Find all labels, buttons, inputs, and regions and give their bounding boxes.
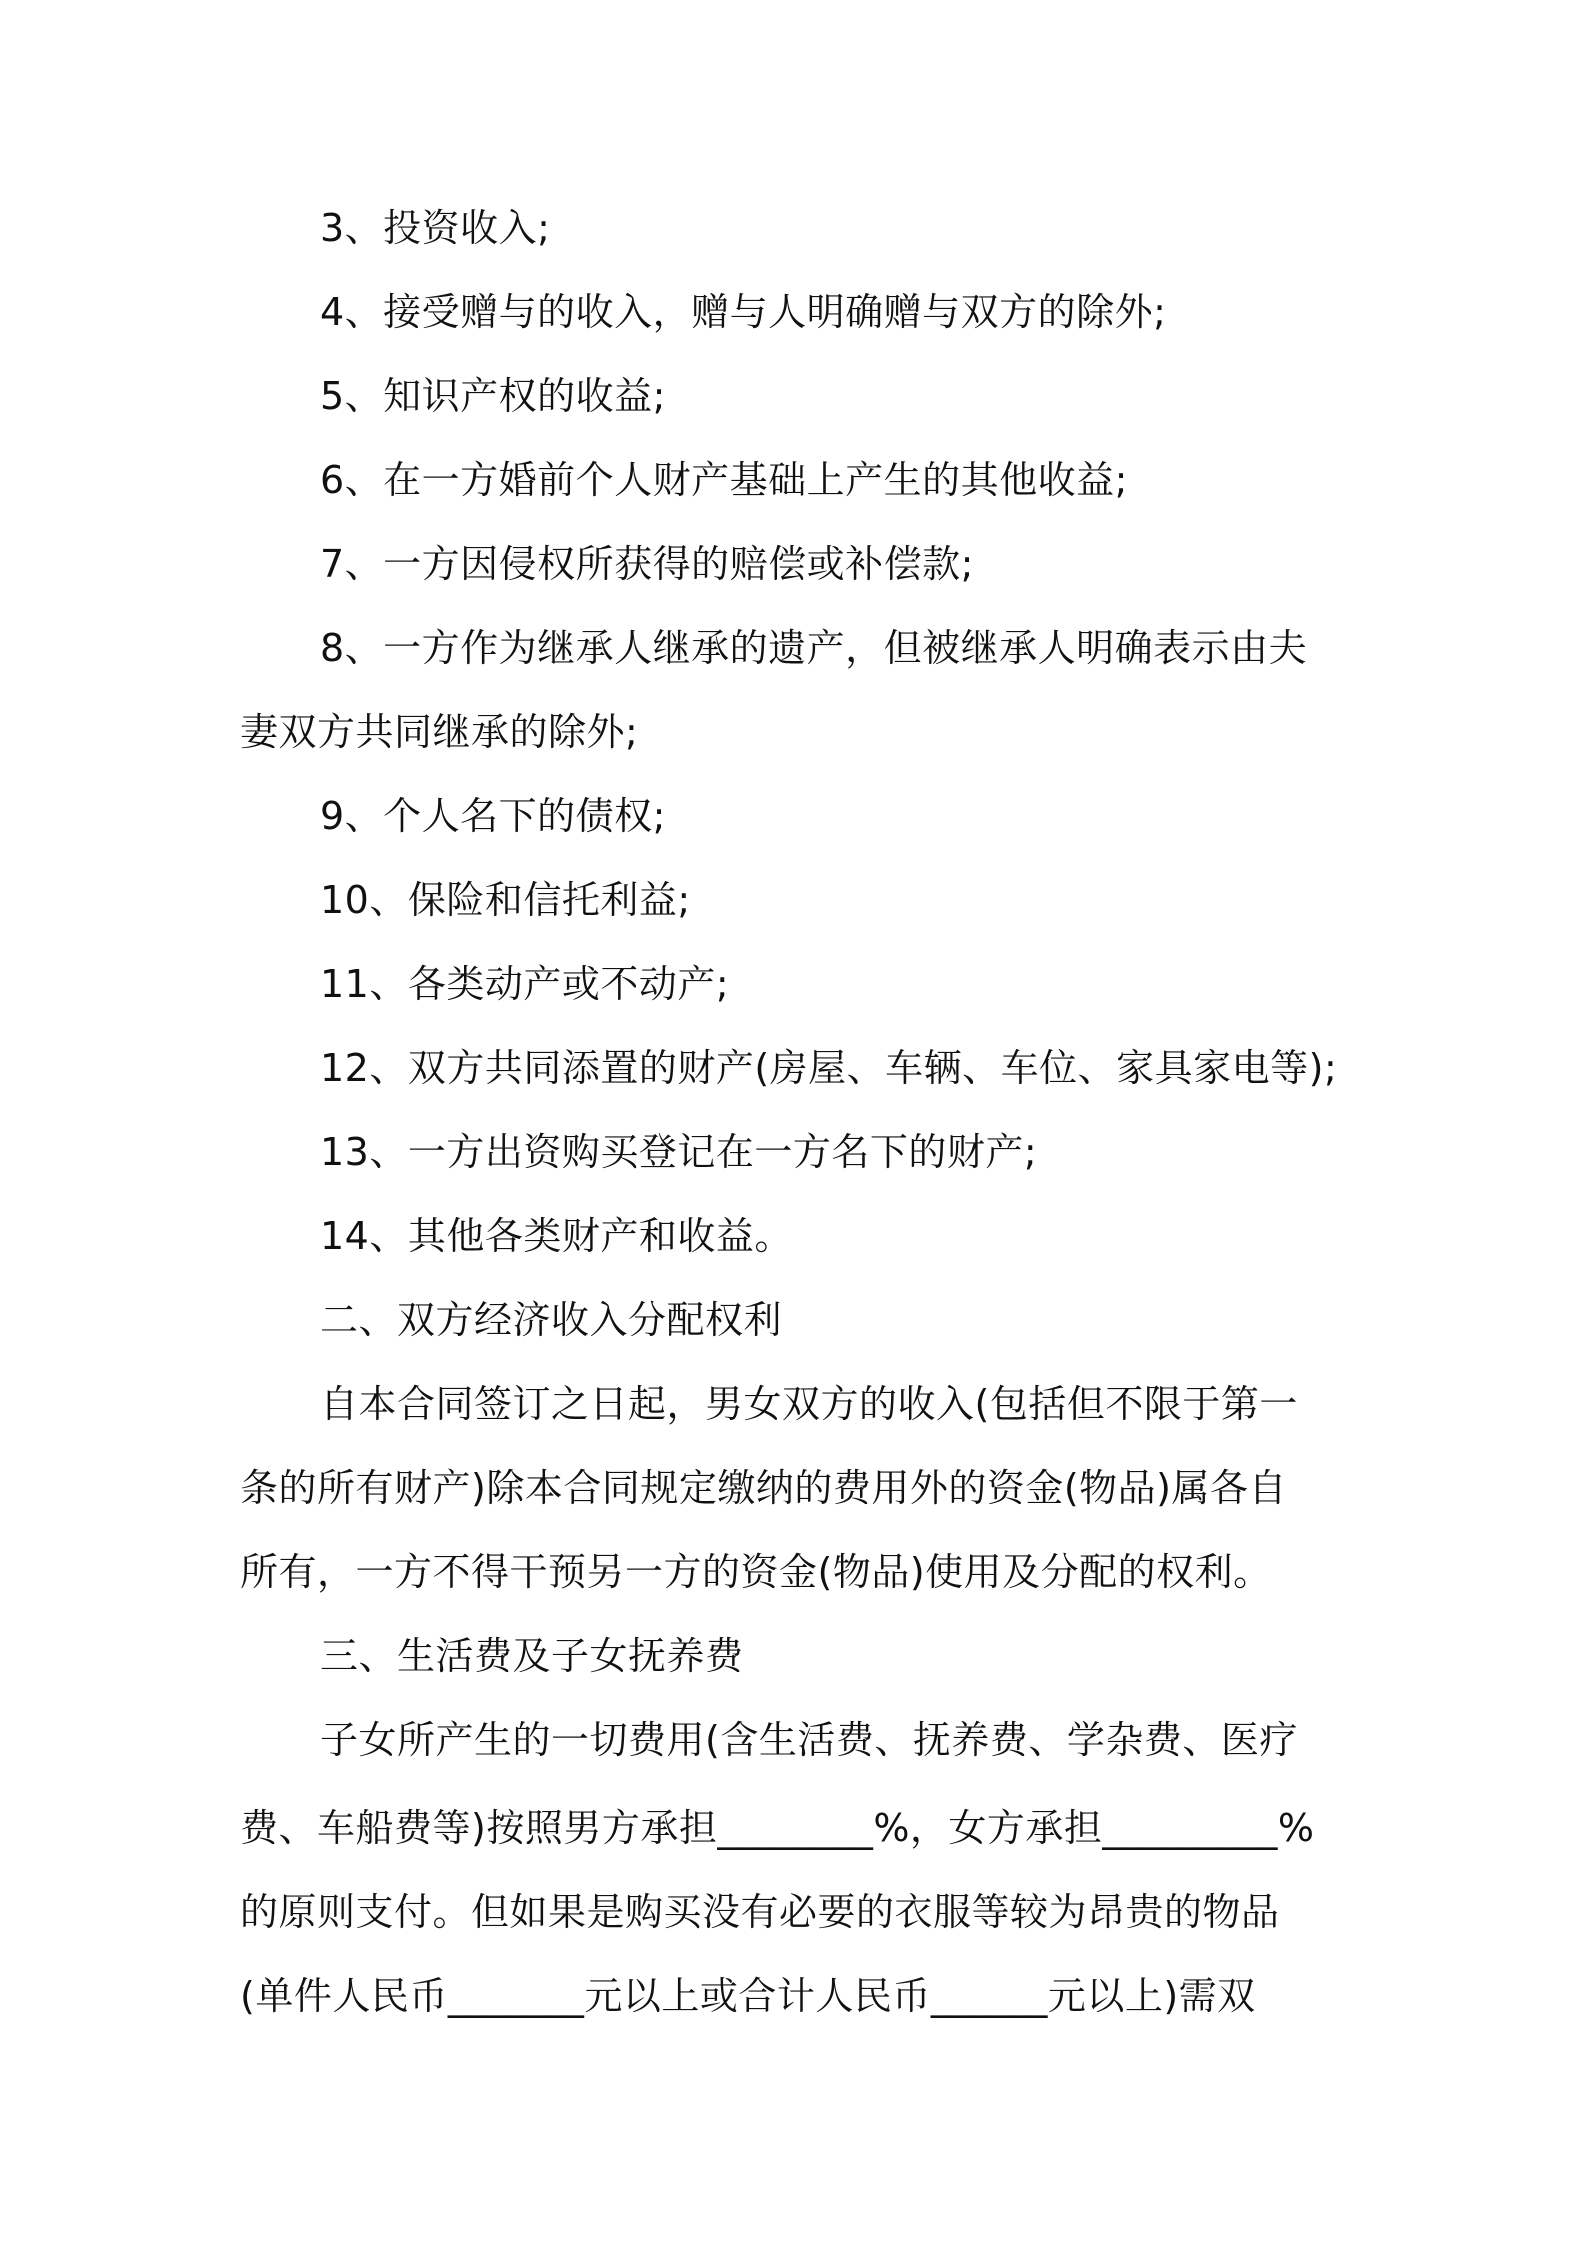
list-item-6: 6、在一方婚前个人财产基础上产生的其他收益; bbox=[320, 458, 1128, 502]
list-item-11: 11、各类动产或不动产; bbox=[320, 962, 730, 1006]
paragraph-2-line-1: 自本合同签订之日起，男女双方的收入(包括但不限于第一 bbox=[320, 1382, 1298, 1426]
list-item-3: 3、投资收入; bbox=[320, 206, 551, 250]
list-item-5: 5、知识产权的收益; bbox=[320, 374, 666, 418]
list-item-8: 8、一方作为继承人继承的遗产，但被继承人明确表示由夫 bbox=[320, 626, 1308, 670]
list-item-8-continued: 妻双方共同继承的除外; bbox=[240, 710, 639, 754]
list-item-10: 10、保险和信托利益; bbox=[320, 878, 691, 922]
list-item-14: 14、其他各类财产和收益。 bbox=[320, 1214, 793, 1258]
paragraph-3-line-3: 的原则支付。但如果是购买没有必要的衣服等较为昂贵的物品 bbox=[240, 1890, 1280, 1934]
section-heading-3: 三、生活费及子女抚养费 bbox=[320, 1634, 744, 1678]
section-heading-2: 二、双方经济收入分配权利 bbox=[320, 1298, 783, 1342]
paragraph-2-line-3: 所有，一方不得干预另一方的资金(物品)使用及分配的权利。 bbox=[240, 1550, 1272, 1594]
paragraph-3-line-4: (单件人民币_______元以上或合计人民币______元以上)需双 bbox=[240, 1974, 1256, 2018]
list-item-13: 13、一方出资购买登记在一方名下的财产; bbox=[320, 1130, 1038, 1174]
paragraph-2-line-2: 条的所有财产)除本合同规定缴纳的费用外的资金(物品)属各自 bbox=[240, 1466, 1287, 1510]
list-item-12: 12、双方共同添置的财产(房屋、车辆、车位、家具家电等); bbox=[320, 1046, 1338, 1090]
list-item-7: 7、一方因侵权所获得的赔偿或补偿款; bbox=[320, 542, 974, 586]
list-item-9: 9、个人名下的债权; bbox=[320, 794, 666, 838]
paragraph-3-line-2: 费、车船费等)按照男方承担________%，女方承担_________% bbox=[240, 1806, 1315, 1850]
paragraph-3-line-1: 子女所产生的一切费用(含生活费、抚养费、学杂费、医疗 bbox=[320, 1718, 1298, 1762]
list-item-4: 4、接受赠与的收入，赠与人明确赠与双方的除外; bbox=[320, 290, 1167, 334]
